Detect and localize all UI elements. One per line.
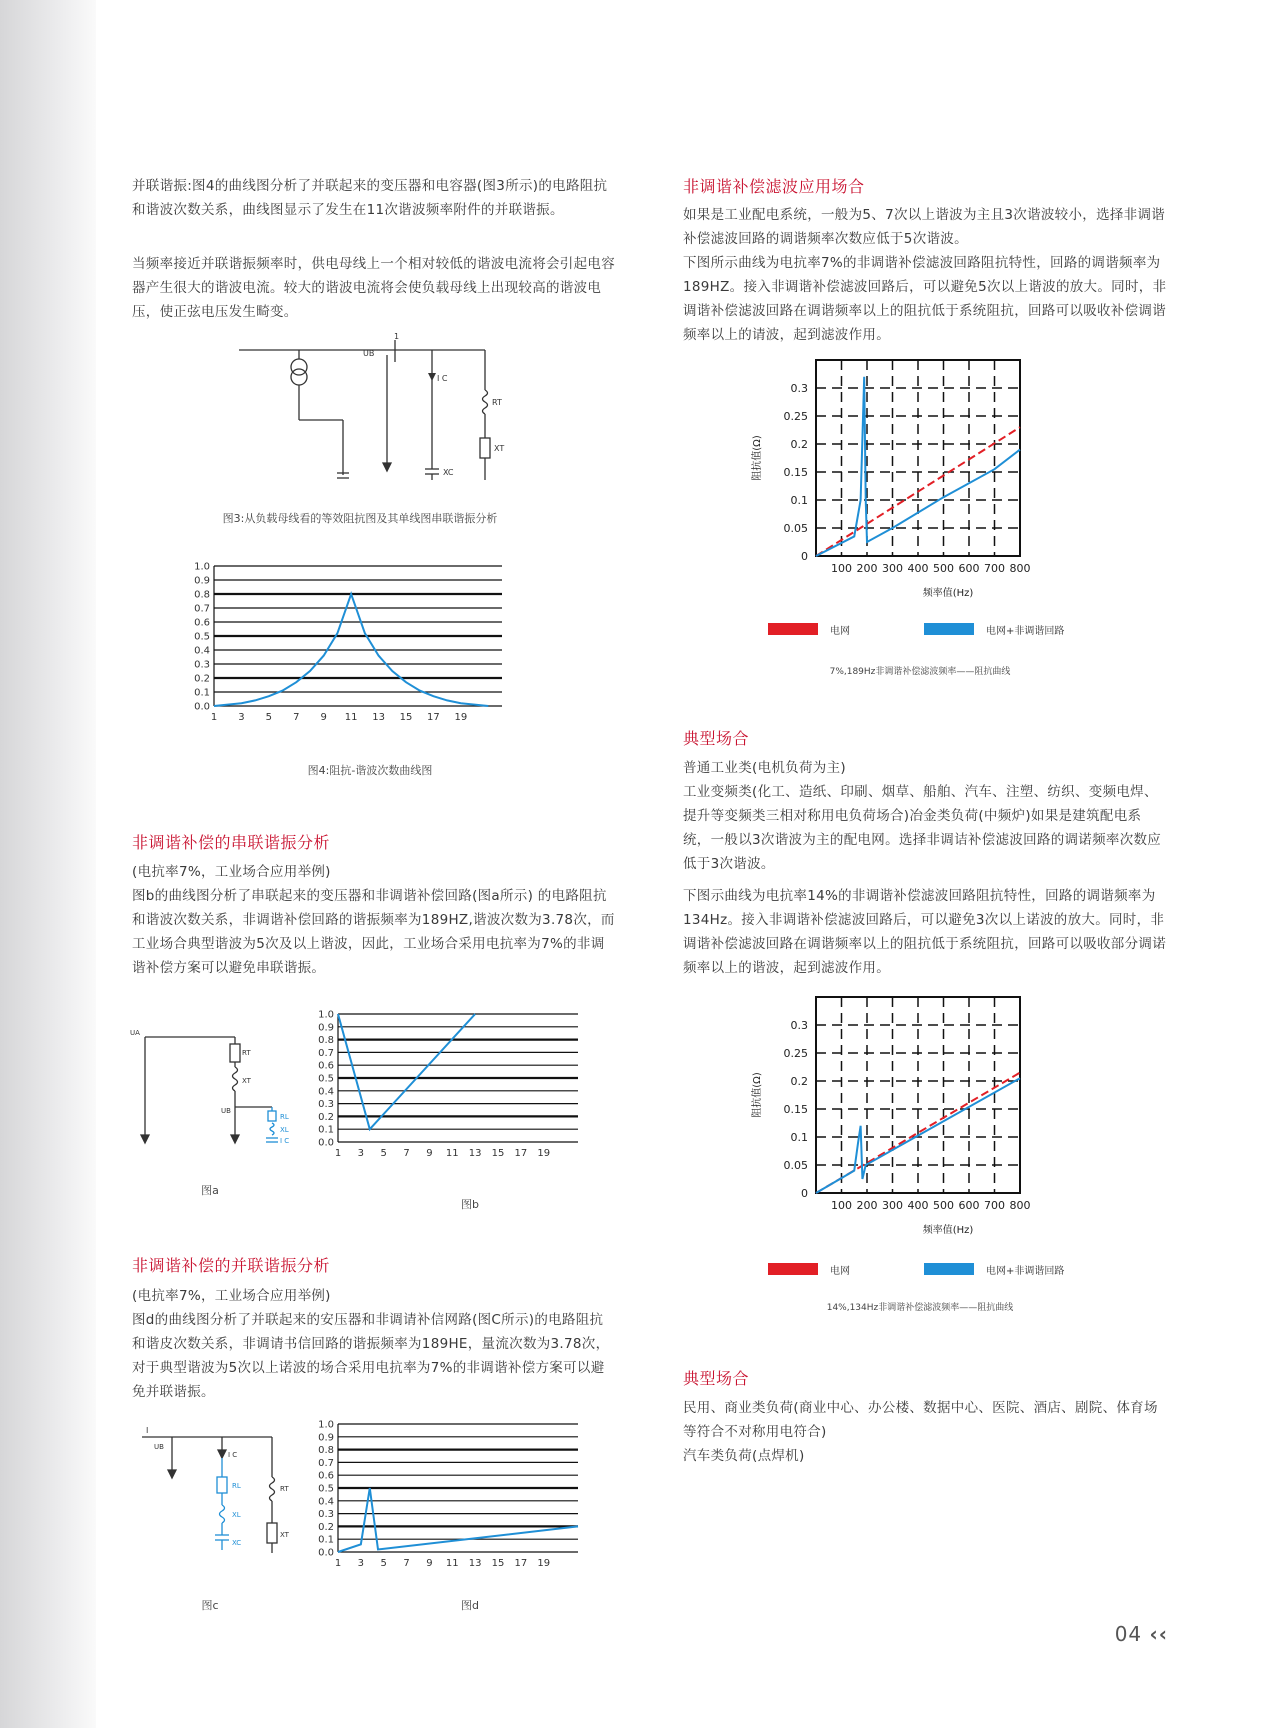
chart2-y-tick: 0 bbox=[801, 1187, 808, 1200]
fig4-y-tick: 0.4 bbox=[194, 645, 210, 657]
fig4-y-tick: 0.1 bbox=[194, 687, 210, 699]
figc-label-xc: XC bbox=[232, 1539, 242, 1547]
section-parallel-resonance-title: 非调谐补偿的并联谐振分析 bbox=[132, 1256, 331, 1275]
figb-y-tick: 1.0 bbox=[318, 1009, 334, 1021]
legend2-combo-swatch bbox=[924, 1263, 974, 1275]
figb-y-tick: 0.9 bbox=[318, 1022, 334, 1034]
figc-label-xl: XL bbox=[232, 1511, 241, 1519]
legend2-combo-label: 电网+非调谐回路 bbox=[986, 1266, 1065, 1277]
fig4-x-tick: 19 bbox=[454, 712, 468, 723]
chart2-y-tick: 0.1 bbox=[790, 1131, 808, 1144]
chart2-x-tick: 700 bbox=[984, 1199, 1005, 1212]
figd-y-tick: 0.5 bbox=[318, 1483, 334, 1495]
figa-label-ic: I C bbox=[280, 1137, 290, 1145]
chart1-x-tick: 800 bbox=[1009, 562, 1031, 575]
fig3-label-ic: I C bbox=[437, 374, 448, 383]
figc-caption: 图c bbox=[201, 1599, 219, 1612]
figd-y-tick: 0.4 bbox=[318, 1496, 334, 1508]
chart1-y-tick: 0.05 bbox=[783, 522, 808, 535]
chart2-y-tick: 0.05 bbox=[783, 1159, 808, 1172]
chart1-y-tick: 0.25 bbox=[783, 410, 808, 423]
figb-y-tick: 0.8 bbox=[318, 1035, 334, 1047]
section-typical-title-1: 典型场合 bbox=[683, 729, 750, 748]
chart1-x-tick: 500 bbox=[933, 562, 954, 575]
chart1-y-tick: 0.3 bbox=[790, 382, 808, 395]
figa-label-ua: UA bbox=[130, 1029, 140, 1037]
legend-combo-label: 电网+非调谐回路 bbox=[986, 626, 1065, 637]
legend2-grid-swatch bbox=[768, 1263, 818, 1275]
paragraph-parallel-resonance: 并联谐振:图4的曲线图分析了并联起来的变压器和电容器(图3所示)的电路阻抗和谐波次数关系，曲线图显示了发生在11次谐波频率附件的并联谐振。 bbox=[132, 178, 608, 218]
figd-x-tick: 5 bbox=[380, 1558, 387, 1569]
figd-x-tick: 17 bbox=[514, 1558, 528, 1569]
figc-label-rl: RL bbox=[232, 1482, 241, 1490]
fig3-label-ub: UB bbox=[363, 349, 375, 358]
chart1-x-tick: 400 bbox=[907, 562, 929, 575]
chart1-x-tick: 100 bbox=[831, 562, 852, 575]
figd-y-tick: 0.8 bbox=[318, 1445, 334, 1457]
figd-series-line bbox=[338, 1488, 578, 1552]
figb-x-tick: 1 bbox=[334, 1148, 342, 1159]
chart1-legend bbox=[768, 622, 1168, 638]
figb-y-tick: 0.7 bbox=[318, 1047, 334, 1059]
figc-label-xt: XT bbox=[280, 1531, 289, 1539]
fig4-y-tick: 0.7 bbox=[194, 603, 210, 615]
fig3-circuit-diagram bbox=[235, 332, 535, 477]
figd-y-tick: 0.2 bbox=[318, 1521, 334, 1533]
figa-label-rl: RL bbox=[280, 1113, 289, 1121]
figc-label-i: I bbox=[146, 1426, 149, 1435]
figa-caption: 图a bbox=[201, 1184, 219, 1197]
fig4-y-tick: 0.0 bbox=[194, 701, 210, 713]
chart2-x-axis-label: 频率值(Hz) bbox=[922, 1225, 974, 1236]
section-typical-text-1: 工业变频类(化工、造纸、印刷、烟草、船舶、汽车、注塑、纺织、变频电焊、提升等变频类三相对称用电负荷场合)冶金类负荷(中频炉)如果是建筑配电系统，一般以3次谐波为主的配电网。选择非调诘补偿滤波回路的调诺频率次数应低于3次谐波。 bbox=[683, 784, 1162, 872]
figd-caption: 图d bbox=[461, 1599, 479, 1612]
figb-x-tick: 19 bbox=[537, 1148, 551, 1159]
figb-x-tick: 15 bbox=[491, 1148, 505, 1159]
figd-x-tick: 9 bbox=[426, 1558, 433, 1569]
section-typical-line-3: 汽车类负荷(点焊机) bbox=[683, 1448, 805, 1464]
figc-label-ic: I C bbox=[228, 1451, 238, 1459]
figb-x-tick: 13 bbox=[468, 1148, 482, 1159]
fig4-y-tick: 0.3 bbox=[194, 659, 210, 671]
fig4-y-tick: 0.8 bbox=[194, 589, 210, 601]
figb-x-tick: 3 bbox=[357, 1148, 365, 1159]
fig4-x-tick: 17 bbox=[427, 712, 440, 723]
legend-combo-swatch bbox=[924, 623, 974, 635]
figc-label-ub: UB bbox=[154, 1443, 164, 1451]
chart1-x-axis-label: 频率值(Hz) bbox=[922, 588, 974, 599]
figb-y-tick: 0.6 bbox=[318, 1060, 334, 1072]
page-number bbox=[1115, 1622, 1168, 1646]
fig4-caption: 图4:阻抗-谐波次数曲线图 bbox=[307, 764, 433, 777]
chart2-x-tick: 100 bbox=[831, 1199, 852, 1212]
chart1-x-tick: 200 bbox=[856, 562, 878, 575]
figb-series-line bbox=[338, 1014, 475, 1129]
figb-x-tick: 11 bbox=[445, 1148, 459, 1159]
figb-x-tick: 17 bbox=[514, 1148, 528, 1159]
chart2-y-tick: 0.25 bbox=[783, 1047, 808, 1060]
chart2-x-tick: 800 bbox=[1009, 1199, 1031, 1212]
section-typical-text-2: 下图示曲线为电抗率14%的非调谐补偿滤波回路阻抗特性，回路的调谐频率为134Hz。接入非调谐补偿滤波回路后，可以避免3次以上诺波的放大。同时，非调谐补偿滤波回路在调谐频率以上的阻抗低于系统阻抗，回路可以吸收部分调诺频率以上的谐波，起到滤波作用。 bbox=[683, 888, 1166, 976]
figa-label-ub: UB bbox=[221, 1107, 231, 1115]
page-side-band bbox=[0, 0, 96, 1728]
section-filter-application-title: 非调谐补偿滤波应用场合 bbox=[683, 177, 865, 196]
figd-y-tick: 0.6 bbox=[318, 1470, 334, 1482]
fig4-y-tick: 1.0 bbox=[194, 561, 210, 573]
legend-grid-label: 电网 bbox=[830, 626, 850, 637]
figd-x-tick: 1 bbox=[334, 1558, 342, 1569]
figb-x-tick: 7 bbox=[403, 1148, 410, 1159]
figd-x-tick: 3 bbox=[357, 1558, 365, 1569]
fig4-x-tick: 9 bbox=[320, 712, 327, 723]
figb-y-tick: 0.3 bbox=[318, 1099, 334, 1111]
chart2-legend bbox=[768, 1262, 1168, 1278]
chart1-y-tick: 0.2 bbox=[790, 438, 808, 451]
figd-y-tick: 0.9 bbox=[318, 1432, 334, 1444]
impedance-chart-7pct bbox=[740, 355, 1080, 599]
fig3-label-rt: RT bbox=[492, 398, 502, 407]
fig4-x-tick: 15 bbox=[399, 712, 413, 723]
figc-circuit-diagram bbox=[132, 1425, 302, 1565]
figd-chart bbox=[310, 1420, 590, 1580]
figc-label-rt: RT bbox=[280, 1485, 289, 1493]
fig3-caption: 图3:从负载母线看的等效阻抗图及其单线图串联谐振分析 bbox=[222, 512, 498, 525]
page-arrow-icon: ‹‹ bbox=[1149, 1622, 1168, 1646]
figd-x-tick: 15 bbox=[491, 1558, 505, 1569]
figb-chart bbox=[310, 1010, 590, 1170]
chart1-y-tick: 0.1 bbox=[790, 494, 808, 507]
figd-y-tick: 0.0 bbox=[318, 1547, 334, 1559]
section-parallel-resonance-text: 图d的曲线图分析了并联起来的安压器和非调请补信网路(图C所示)的电路阻抗和谐皮次数关系，非调请书信回路的谐振频率为189HE，量流次数为3.78次，对于典型谐波为5次以上诺波的场合采用电抗率为7%的非调谐补偿方案可以避免并联谐振。 bbox=[132, 1312, 610, 1400]
fig4-x-tick: 1 bbox=[210, 712, 218, 723]
figb-y-tick: 0.2 bbox=[318, 1111, 334, 1123]
section-typical-text-3: 民用、商业类负荷(商业中心、办公楼、数据中心、医院、酒店、剧院、体育场等符合不对称用电符合) bbox=[683, 1400, 1158, 1440]
figd-x-tick: 19 bbox=[537, 1558, 551, 1569]
legend-grid-swatch bbox=[768, 623, 818, 635]
figb-y-tick: 0.1 bbox=[318, 1124, 334, 1136]
figb-x-tick: 5 bbox=[380, 1148, 387, 1159]
figa-label-xl: XL bbox=[280, 1126, 289, 1134]
fig3-label-xc: XC bbox=[443, 468, 454, 477]
fig4-x-tick: 3 bbox=[238, 712, 245, 723]
chart2-x-tick: 300 bbox=[882, 1199, 903, 1212]
figd-y-tick: 0.7 bbox=[318, 1457, 334, 1469]
figb-x-tick: 9 bbox=[426, 1148, 433, 1159]
chart2-y-tick: 0.15 bbox=[783, 1103, 808, 1116]
section-filter-application-text-1: 如果是工业配电系统，一般为5、7次以上谐波为主且3次谐波较小，选择非调谐补偿滤波回路的调谐频率次数应低于5次谐波。 bbox=[683, 207, 1166, 247]
section-series-resonance-title: 非调谐补偿的串联谐振分析 bbox=[132, 833, 331, 852]
figa-label-rt: RT bbox=[242, 1049, 251, 1057]
fig4-x-tick: 13 bbox=[372, 712, 385, 723]
impedance-chart-14pct bbox=[740, 992, 1080, 1236]
chart1-x-tick: 300 bbox=[882, 562, 903, 575]
figa-circuit-diagram bbox=[130, 1025, 300, 1165]
fig4-chart bbox=[194, 560, 520, 740]
fig4-y-tick: 0.2 bbox=[194, 673, 210, 685]
chart1-y-axis-label: 阻抗值(Ω) bbox=[752, 435, 763, 481]
figd-y-tick: 1.0 bbox=[318, 1419, 334, 1431]
chart2-y-axis-label: 阻抗值(Ω) bbox=[752, 1072, 763, 1118]
section-series-resonance-text: 图b的曲线图分析了串联起来的变压器和非调谐补偿回路(图a所示) 的电路阻抗和谐波次数关系，非调谐补偿回路的谐振频率为189HZ,谐波次数为3.78次，而工业场合典型谐波为5次及以上谐波，因此，工业场合采用电抗率为7%的非调谐补偿方案可以避免串联谐振。 bbox=[132, 888, 615, 976]
chart1-x-tick: 700 bbox=[984, 562, 1005, 575]
section-typical-title-2: 典型场合 bbox=[683, 1369, 750, 1388]
figd-x-tick: 13 bbox=[468, 1558, 482, 1569]
section-series-resonance-subtitle: (电抗率7%，工业场合应用举例) bbox=[132, 864, 331, 880]
chart1-y-tick: 0.15 bbox=[783, 466, 808, 479]
chart2-y-tick: 0.2 bbox=[790, 1075, 808, 1088]
fig4-x-tick: 11 bbox=[344, 712, 358, 723]
fig4-y-tick: 0.9 bbox=[194, 575, 210, 587]
fig4-y-tick: 0.5 bbox=[194, 631, 210, 643]
chart2-x-tick: 600 bbox=[958, 1199, 980, 1212]
chart1-x-tick: 600 bbox=[958, 562, 980, 575]
fig3-label-xt: XT bbox=[494, 444, 505, 453]
fig4-x-tick: 7 bbox=[293, 712, 300, 723]
figd-y-tick: 0.1 bbox=[318, 1534, 334, 1546]
legend2-grid-label: 电网 bbox=[830, 1266, 850, 1277]
figd-x-tick: 7 bbox=[403, 1558, 410, 1569]
figb-y-tick: 0.0 bbox=[318, 1137, 334, 1149]
chart2-caption: 14%,134Hz非调谐补偿滤波频率——阻抗曲线 bbox=[826, 1303, 1014, 1313]
chart1-caption: 7%,189Hz非调谐补偿滤波频率——阻抗曲线 bbox=[829, 667, 1011, 677]
figd-x-tick: 11 bbox=[445, 1558, 459, 1569]
figa-label-xt: XT bbox=[242, 1077, 251, 1085]
chart2-x-tick: 200 bbox=[856, 1199, 878, 1212]
fig3-label-1: 1 bbox=[394, 332, 400, 341]
paragraph-near-resonance: 当频率接近并联谐振频率时，供电母线上一个相对较低的谐波电流将会引起电容器产生很大的谐波电流。较大的谐波电流将会使负载母线上出现较高的谐波电压，使正弦电压发生畸变。 bbox=[132, 256, 615, 320]
section-parallel-resonance-subtitle: (电抗率7%，工业场合应用举例) bbox=[132, 1288, 331, 1304]
fig4-x-tick: 5 bbox=[265, 712, 273, 723]
page-number-text: 04 bbox=[1114, 1622, 1143, 1646]
chart2-x-tick: 500 bbox=[933, 1199, 954, 1212]
fig4-y-tick: 0.6 bbox=[194, 617, 210, 629]
chart2-y-tick: 0.3 bbox=[790, 1019, 808, 1032]
figb-y-tick: 0.4 bbox=[318, 1086, 334, 1098]
chart2-x-tick: 400 bbox=[907, 1199, 929, 1212]
figb-y-tick: 0.5 bbox=[318, 1073, 334, 1085]
figd-y-tick: 0.3 bbox=[318, 1509, 334, 1521]
section-filter-application-text-2: 下图所示曲线为电抗率7%的非调谐补偿滤波回路阻抗特性，回路的调谐频率为189HZ。接入非调谐补偿滤波回路后，可以避免5次以上谐波的放大。同时，非调谐补偿滤波回路在调谐频率以上的阻抗低于系统阻抗，回路可以吸收补偿调谐频率以上的请波，起到滤波作用。 bbox=[683, 255, 1167, 343]
chart1-y-tick: 0 bbox=[801, 550, 808, 563]
figb-caption: 图b bbox=[461, 1198, 479, 1211]
section-typical-line-1: 普通工业类(电机负荷为主) bbox=[683, 760, 846, 776]
